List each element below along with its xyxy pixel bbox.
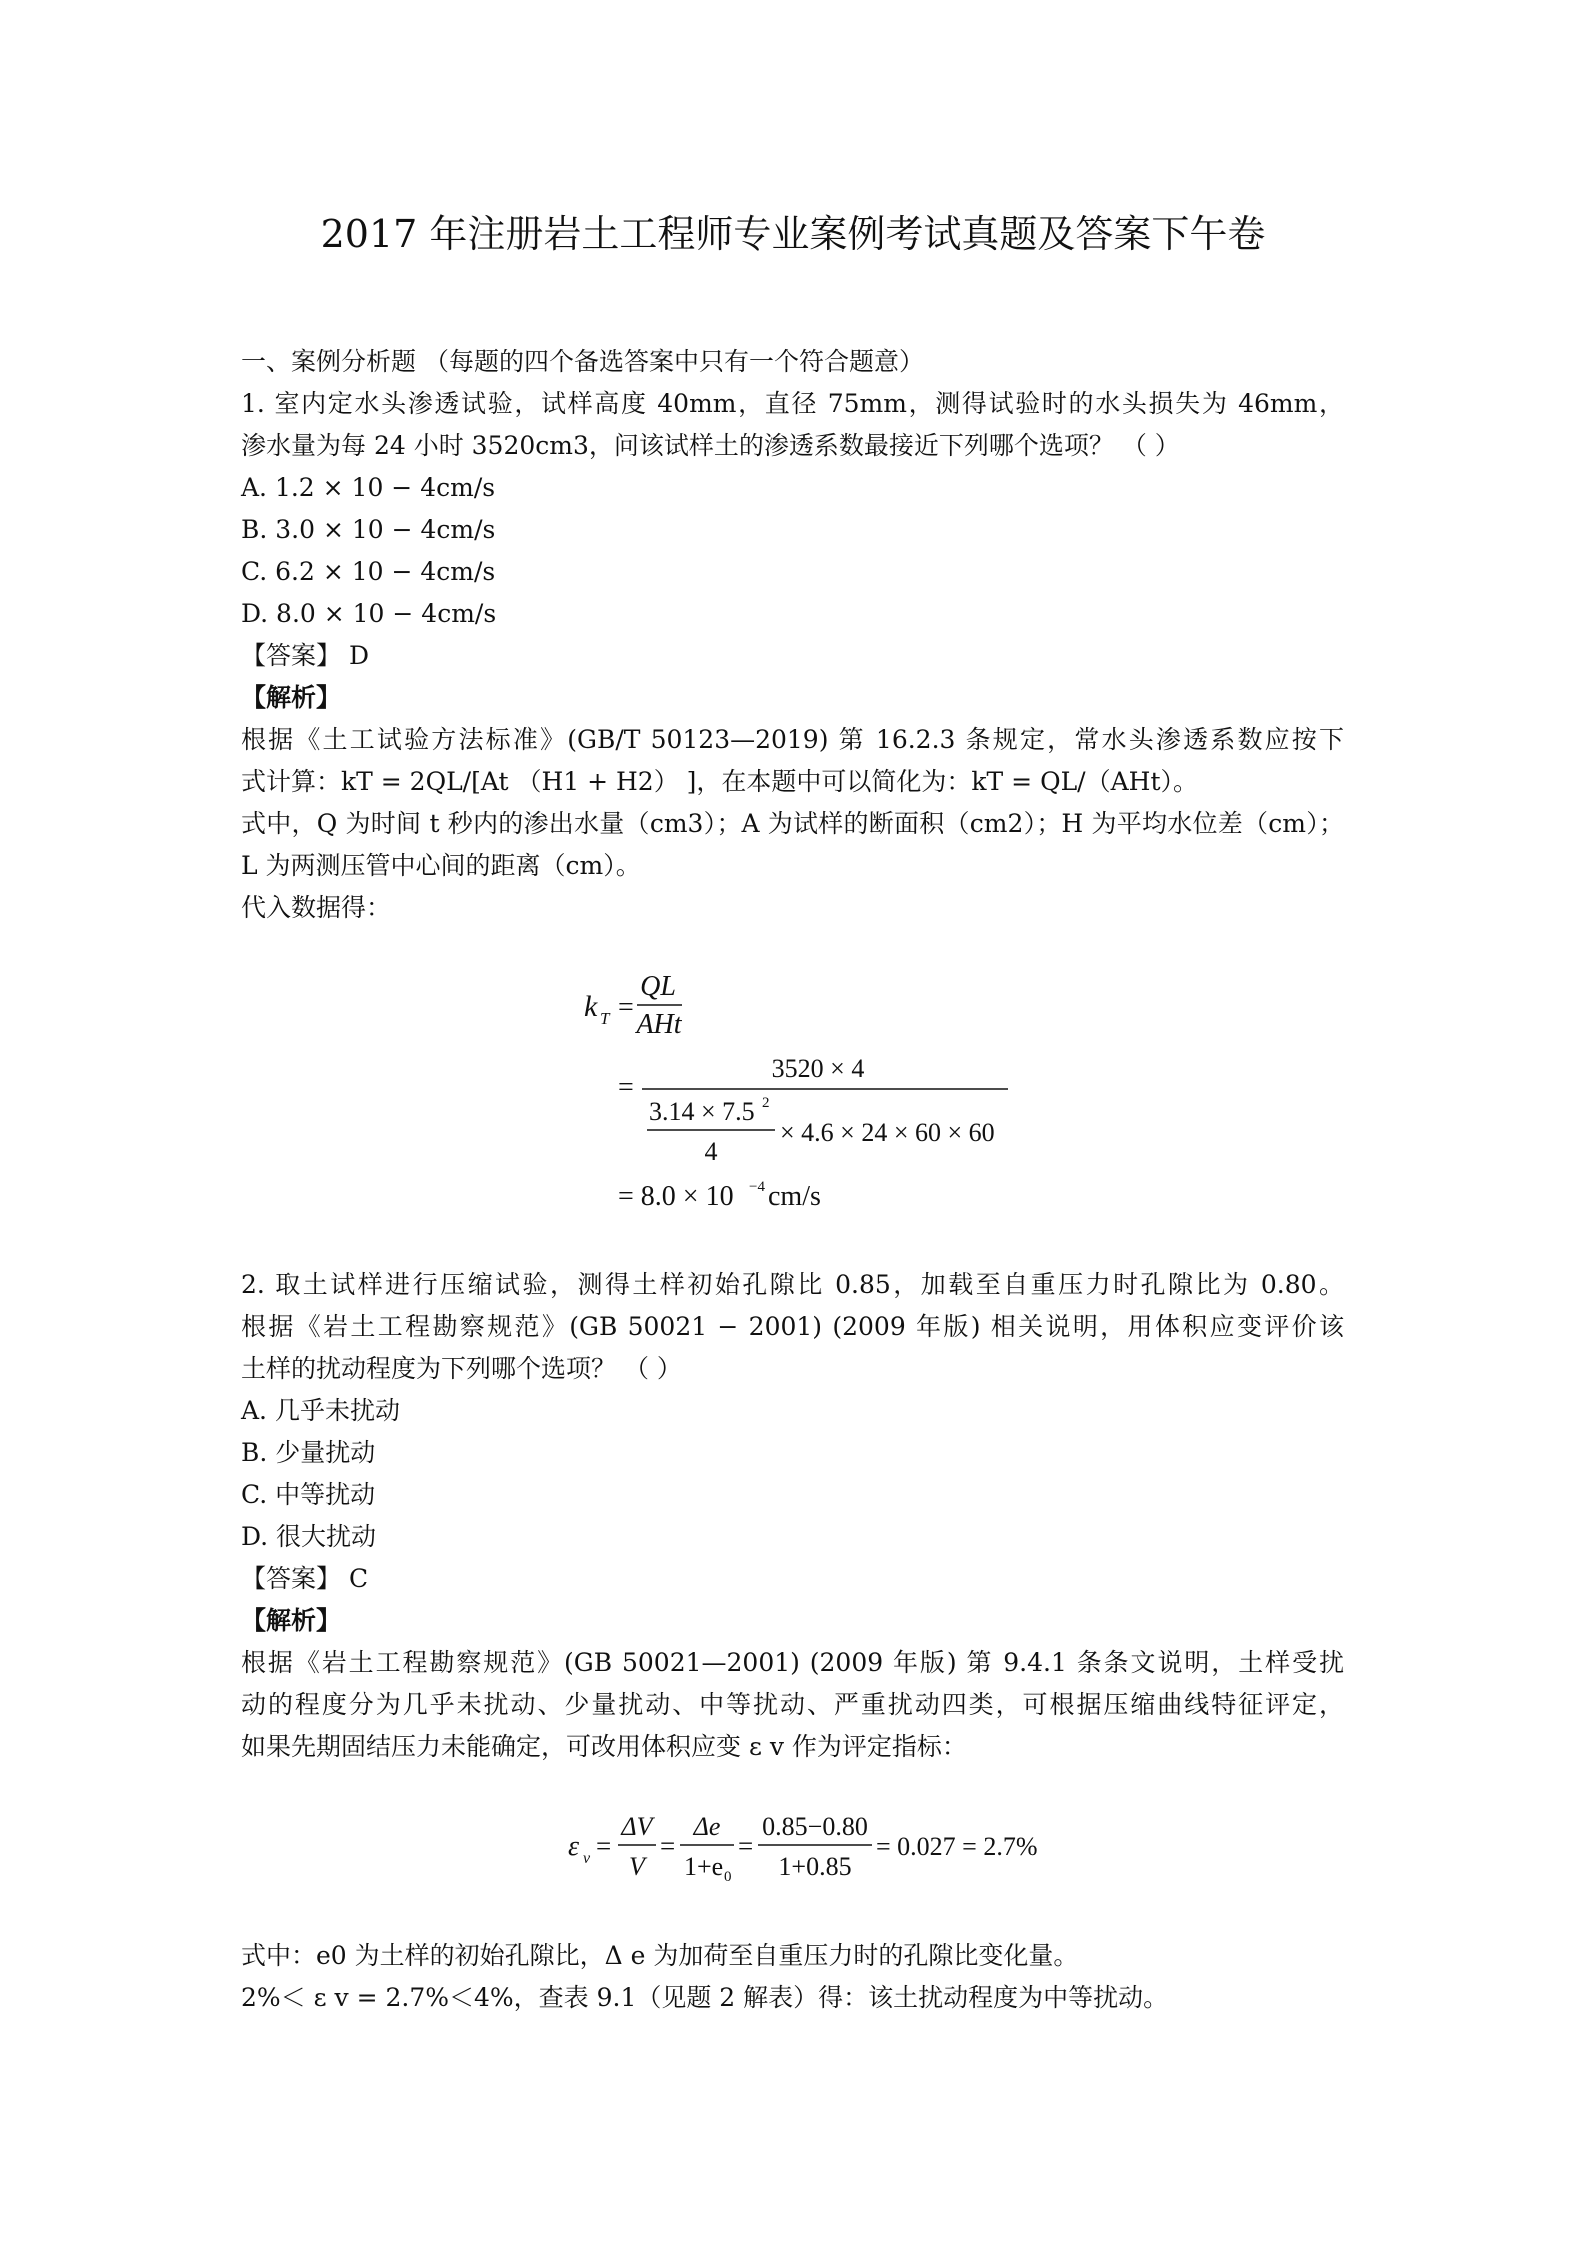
formula-numerator: 3520 × 4 (771, 1054, 865, 1083)
q2-analysis-line-3: 如果先期固结压力未能确定，可改用体积应变 ε v 作为评定指标： (241, 1732, 967, 1761)
formula-1-plus-e: 1+e (684, 1852, 724, 1881)
q1-analysis-line-2: 式计算：kT = 2QL/[At （H1 + H2） ]，在本题中可以简化为：kT = QL/（AHt）。 (241, 767, 1198, 796)
q2-stem-line-3: 土样的扰动程度为下列哪个选项？ （ ） (241, 1354, 682, 1383)
formula-result-exponent: −4 (749, 1179, 765, 1195)
formula-e0-subscript: 0 (724, 1869, 732, 1885)
formula-eq-3: = (738, 1831, 754, 1861)
q2-option-a: A. 几乎未扰动 (241, 1396, 400, 1425)
q2-option-b: B. 少量扰动 (241, 1438, 376, 1467)
formula-den-top: 3.14 × 7.5 (649, 1097, 755, 1126)
formula-v: V (629, 1852, 645, 1881)
document-title: 2017 年注册岩土工程师专业案例考试真题及答案下午卷 (320, 212, 1266, 256)
formula-denominator: 1+0.85 (778, 1852, 852, 1881)
q2-stem-line-2: 根据《岩土工程勘察规范》(GB 50021 − 2001) (2009 年版) 相关说明，用体积应变评价该 (241, 1312, 1344, 1341)
q1-option-b: B. 3.0 × 10 − 4cm/s (241, 515, 496, 544)
q1-analysis-line-4: L 为两测压管中心间的距离（cm）。 (241, 851, 641, 880)
q2-note-line-2: 2%＜ ε v = 2.7%＜4%，查表 9.1（见题 2 解表）得：该土扰动程度为中等扰动。 (241, 1983, 1169, 2012)
formula-eq-2: = (660, 1831, 676, 1861)
q2-note-line-1: 式中：e0 为土样的初始孔隙比，Δ e 为加荷至自重压力时的孔隙比变化量。 (241, 1941, 1079, 1970)
formula-k-subscript: T (600, 1009, 610, 1028)
formula-den-sup: 2 (762, 1095, 770, 1111)
q2-volume-strain-formula (560, 1795, 1060, 1895)
formula-den-rest: × 4.6 × 24 × 60 × 60 (780, 1118, 995, 1147)
formula-result-unit: cm/s (768, 1181, 821, 1212)
formula-strain-result: = 0.027 = 2.7% (876, 1832, 1038, 1861)
q1-analysis-line-5: 代入数据得： (241, 893, 392, 922)
formula-delta-e: Δe (693, 1812, 721, 1841)
q1-option-c: C. 6.2 × 10 − 4cm/s (241, 557, 496, 586)
formula-difference: 0.85−0.80 (762, 1812, 868, 1841)
formula-epsilon: ε (568, 1831, 580, 1862)
q1-permeability-formula (570, 960, 1040, 1220)
q2-analysis-label: 【解析】 (241, 1606, 342, 1635)
q1-answer: 【答案】 D (241, 641, 369, 670)
q2-analysis-line-2: 动的程度分为几乎未扰动、少量扰动、中等扰动、严重扰动四类，可根据压缩曲线特征评定， (241, 1690, 1344, 1719)
formula-result: = 8.0 × 10 (618, 1181, 734, 1212)
q2-analysis-line-1: 根据《岩土工程勘察规范》(GB 50021—2001) (2009 年版) 第 9.4.1 条条文说明，土样受扰 (241, 1648, 1344, 1677)
formula-aht: AHt (636, 1009, 682, 1040)
q1-analysis-label: 【解析】 (241, 683, 342, 712)
q2-stem-line-1: 2. 取土试样进行压缩试验，测得土样初始孔隙比 0.85，加载至自重压力时孔隙比为 0.80。 (241, 1270, 1344, 1299)
section-header: 一、案例分析题 （每题的四个备选答案中只有一个符合题意） (241, 347, 924, 376)
q2-option-d: D. 很大扰动 (241, 1522, 377, 1551)
q1-analysis-line-3: 式中，Q 为时间 t 秒内的渗出水量（cm3）；A 为试样的断面积（cm2）；H 为平均水位差（cm）； (241, 809, 1344, 838)
formula-den-bottom: 4 (704, 1137, 718, 1166)
formula-equals-2: = (618, 1072, 634, 1103)
formula-k-symbol: k (584, 990, 598, 1023)
q1-stem-line-2: 渗水量为每 24 小时 3520cm3，问该试样土的渗透系数最接近下列哪个选项？ （ ） (241, 431, 1180, 460)
formula-eq-1: = (596, 1831, 612, 1861)
q1-stem-line-1: 1. 室内定水头渗透试验，试样高度 40mm，直径 75mm，测得试验时的水头损失为 46mm， (241, 389, 1344, 418)
q1-analysis-line-1: 根据《土工试验方法标准》(GB/T 50123—2019) 第 16.2.3 条规定，常水头渗透系数应按下 (241, 725, 1344, 754)
q1-option-d: D. 8.0 × 10 − 4cm/s (241, 599, 497, 628)
q1-option-a: A. 1.2 × 10 − 4cm/s (241, 473, 496, 502)
formula-ql: QL (640, 971, 676, 1002)
formula-equals-1: = (618, 992, 634, 1023)
q2-option-c: C. 中等扰动 (241, 1480, 376, 1509)
formula-epsilon-subscript: v (583, 1850, 591, 1867)
q2-answer: 【答案】 C (241, 1564, 369, 1593)
formula-delta-v: ΔV (621, 1812, 653, 1841)
